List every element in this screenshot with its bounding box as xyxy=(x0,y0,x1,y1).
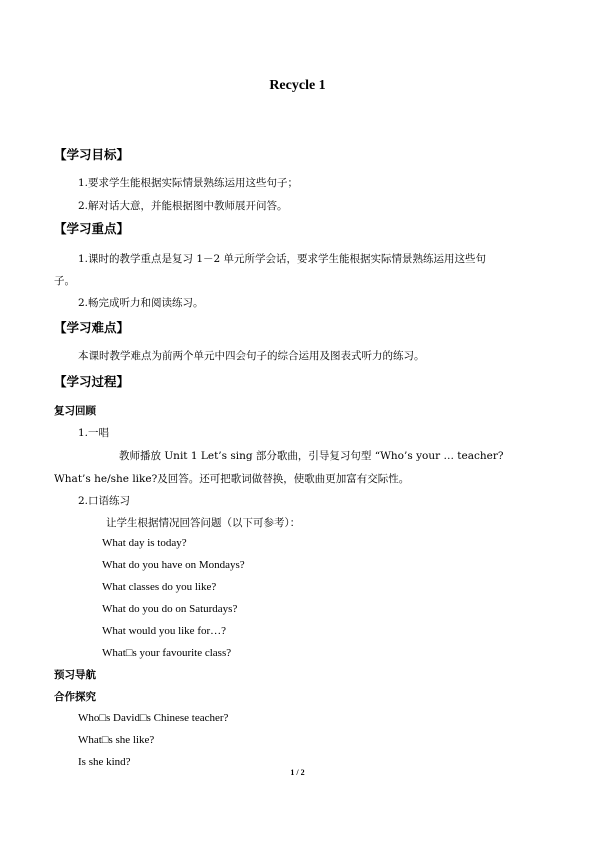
question-5: What would you like for…? xyxy=(102,625,227,637)
step1-label: 1.一唱 xyxy=(78,427,110,439)
difficulty-text: 本课时教学难点为前两个单元中四会句子的综合运用及图表式听力的练习。 xyxy=(78,350,425,362)
step2-label: 2.口语练习 xyxy=(78,495,131,507)
key-point-1-continued: 子。 xyxy=(54,275,75,287)
key-point-1: 1.课时的教学重点是复习 1－2 单元所学会话，要求学生能根据实际情景熟练运用这些句 xyxy=(78,253,487,265)
goal-item-1: 1.要求学生能根据实际情景熟练运用这些句子； xyxy=(78,177,299,189)
step2-intro: 让学生根据情况回答问题（以下可参考）： xyxy=(106,517,301,529)
section-heading-goals: 【学习目标】 xyxy=(54,147,130,162)
page-title: Recycle 1 xyxy=(269,78,326,93)
question-3: What classes do you like? xyxy=(102,581,217,593)
section-heading-key-points: 【学习重点】 xyxy=(54,221,130,236)
review-heading: 复习回顾 xyxy=(54,405,96,417)
coop-heading: 合作探究 xyxy=(54,691,96,703)
coop-line-2: What□s she like? xyxy=(78,734,155,746)
preview-heading: 预习导航 xyxy=(54,669,96,681)
coop-line-1: Who□s David□s Chinese teacher? xyxy=(78,712,229,724)
question-2: What do you have on Mondays? xyxy=(102,559,245,571)
section-heading-difficulties: 【学习难点】 xyxy=(54,320,130,335)
question-4: What do you do on Saturdays? xyxy=(102,603,238,615)
page-number: 1 / 2 xyxy=(290,768,305,777)
step1-line1: 教师播放 Unit 1 Let’s sing 部分歌曲，引导复习句型 “Who’s your … teacher? xyxy=(119,450,504,462)
step1-line2: What’s he/she like?及回答。还可把歌词做替换，使歌曲更加富有交际性。 xyxy=(54,473,410,485)
question-1: What day is today? xyxy=(102,537,187,549)
goal-item-2: 2.解对话大意，并能根据图中教师展开问答。 xyxy=(78,200,288,212)
question-6: What□s your favourite class? xyxy=(102,647,232,659)
coop-line-3: Is she kind? xyxy=(78,756,131,768)
section-heading-process: 【学习过程】 xyxy=(54,374,130,389)
key-point-2: 2.畅完成听力和阅读练习。 xyxy=(78,297,204,309)
